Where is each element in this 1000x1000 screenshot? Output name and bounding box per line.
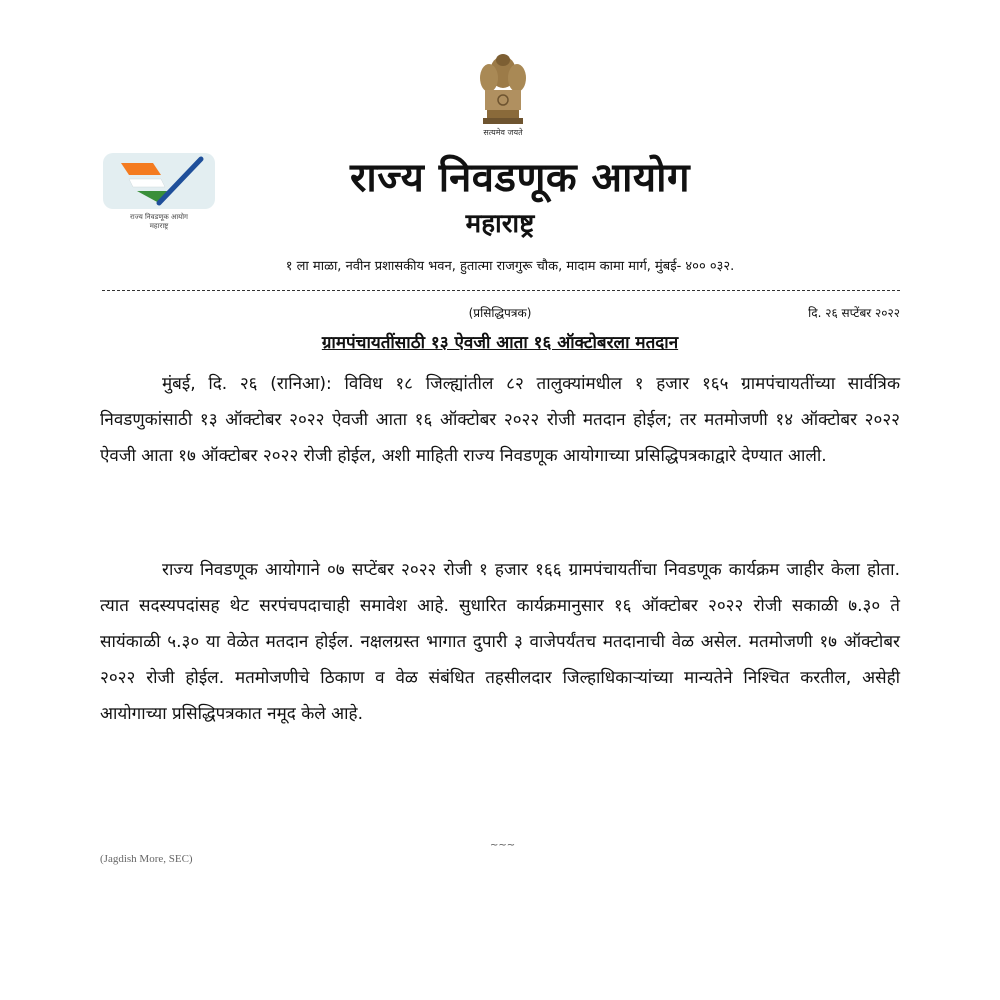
paragraph-2: राज्य निवडणूक आयोगाने ०७ सप्टेंबर २०२२ रोजी १ हजार १६६ ग्रामपंचायतींचा निवडणूक कार्यक्रम जाहीर केला होता. त्यात सदस्यपदांसह थेट सरपंचपदाचाही समावेश आहे. सुधारित कार्यक्रमानुसार १६ ऑक्टोबर २०२२ रोजी सकाळी ७.३० ते सायंकाळी ५.३० या वेळेत मतदान होईल. नक्षलग्रस्त भागात दुपारी ३ वाजेपर्यंतच मतदानाची वेळ असेल. मतमोजणी १७ ऑक्टोबर २०२२ रोजी होईल. मतमोजणीचे ठिकाण व वेळ संबंधित तहसीलदार जिल्हाधिकाऱ्यांच्या मान्यतेने निश्चित करतील, असेही आयोगाच्या प्रसिद्धिपत्रकात नमूद केले आहे. [100, 560, 900, 724]
end-mark: ~~~ [490, 840, 516, 851]
separator-line [102, 290, 900, 291]
page-title: राज्य निवडणूक आयोग [350, 155, 690, 201]
paragraph-1: मुंबई, दि. २६ (रानिआ): विविध १८ जिल्ह्यांतील ८२ तालुक्यांमधील १ हजार १६५ ग्रामपंचायतींच्या सार्वत्रिक निवडणुकांसाठी १३ ऑक्टोबर २०२२ ऐवजी आता १६ ऑक्टोबर २०२२ रोजी मतदान होईल; तर मतमोजणी १४ ऑक्टोबर २०२२ ऐवजी आता १७ ऑक्टोबर २०२२ रोजी होईल, अशी माहिती राज्य निवडणूक आयोगाच्या प्रसिद्धिपत्रकाद्वारे देण्यात आली. [100, 374, 900, 466]
logo-caption-line2: महाराष्ट्र [149, 222, 169, 230]
headline-text: ग्रामपंचायतींसाठी १३ ऐवजी आता १६ ऑक्टोबरला मतदान [321, 333, 679, 353]
state-name: महाराष्ट्र [465, 209, 535, 239]
logo-caption [103, 213, 215, 231]
office-address: १ ला माळा, नवीन प्रशासकीय भवन, हुतात्मा राजगुरू चौक, मादाम कामा मार्ग, मुंबई- ४०० ०३२. [285, 259, 735, 274]
press-note-label: (प्रसिद्धिपत्रक) [468, 306, 532, 320]
logo-caption-line1: राज्य निवडणूक आयोग [130, 213, 188, 221]
release-date: दि. २६ सप्टेंबर २०२२ [808, 306, 900, 320]
emblem-motto: सत्यमेव जयते [483, 128, 523, 137]
sec-logo [103, 153, 215, 209]
headline [100, 330, 900, 353]
byline: (Jagdish More, SEC) [100, 853, 193, 865]
